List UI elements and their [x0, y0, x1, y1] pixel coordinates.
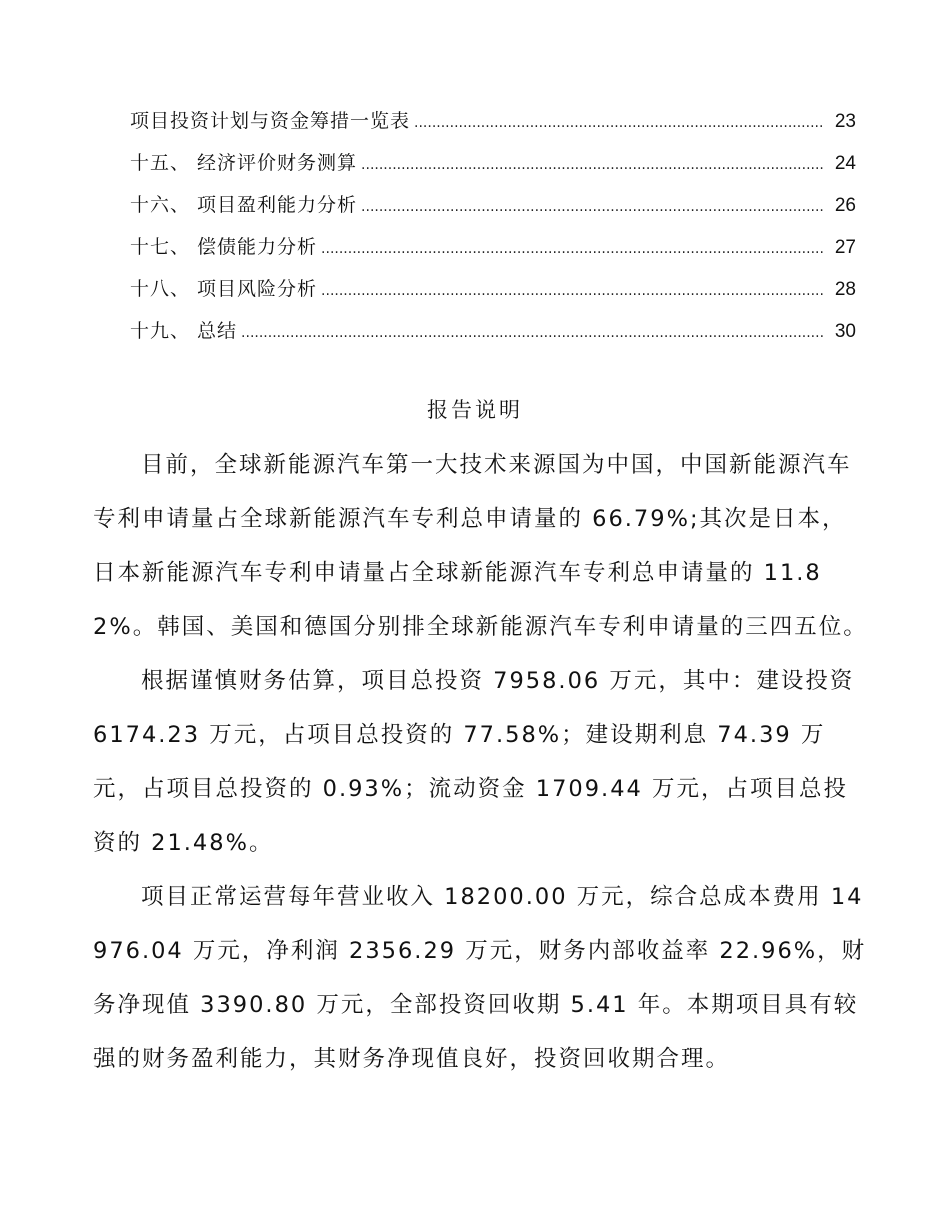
- toc-entry[interactable]: [130, 148, 856, 190]
- toc-entry[interactable]: [130, 274, 856, 316]
- toc-entry-label: 十九、 总结: [130, 320, 238, 342]
- section-title: 报告说明: [427, 398, 523, 422]
- toc-entry-page: 23: [834, 111, 856, 132]
- toc-leader-dots: [361, 157, 824, 173]
- toc-leader-dots: [321, 241, 824, 257]
- toc-leader-dots: [241, 325, 824, 341]
- toc-entry-label: 十七、 偿债能力分析: [130, 236, 318, 258]
- toc-entry-label: 项目投资计划与资金筹措一览表: [130, 110, 411, 132]
- paragraph: 目前，全球新能源汽车第一大技术来源国为中国，中国新能源汽车专利申请量占全球新能源汽车专利总申请量的 66.79%;其次是日本，日本新能源汽车专利申请量占全球新能源汽车专利总申请量的 11.82%。韩国、美国和德国分别排全球新能源汽车专利申请量的三四五位。: [93, 452, 868, 640]
- toc-entry-page: 30: [834, 321, 856, 342]
- toc-entry[interactable]: [130, 232, 856, 274]
- toc-entry[interactable]: [130, 316, 856, 358]
- table-of-contents: [130, 106, 856, 358]
- report-body: [93, 438, 869, 1086]
- toc-entry-page: 27: [834, 237, 856, 258]
- toc-leader-dots: [414, 115, 824, 131]
- toc-entry-label: 十六、 项目盈利能力分析: [130, 194, 358, 216]
- toc-entry-page: 26: [834, 195, 856, 216]
- toc-entry-page: 28: [834, 279, 856, 300]
- paragraph: 项目正常运营每年营业收入 18200.00 万元，综合总成本费用 14976.04 万元，净利润 2356.29 万元，财务内部收益率 22.96%，财务净现值 3390.80 万元，全部投资回收期 5.41 年。本期项目具有较强的财务盈利能力，其财务净现值良好，投资回收期合理。: [93, 884, 867, 1072]
- toc-leader-dots: [361, 199, 824, 215]
- toc-leader-dots: [321, 283, 824, 299]
- paragraph: 根据谨慎财务估算，项目总投资 7958.06 万元，其中：建设投资 6174.23 万元，占项目总投资的 77.58%；建设期利息 74.39 万元，占项目总投资的 0.93%；流动资金 1709.44 万元，占项目总投资的 21.48%。: [93, 668, 855, 856]
- toc-entry[interactable]: [130, 190, 856, 232]
- toc-entry-page: 24: [834, 153, 856, 174]
- toc-entry-label: 十八、 项目风险分析: [130, 278, 318, 300]
- toc-entry-label: 十五、 经济评价财务测算: [130, 152, 358, 174]
- toc-entry[interactable]: [130, 106, 856, 148]
